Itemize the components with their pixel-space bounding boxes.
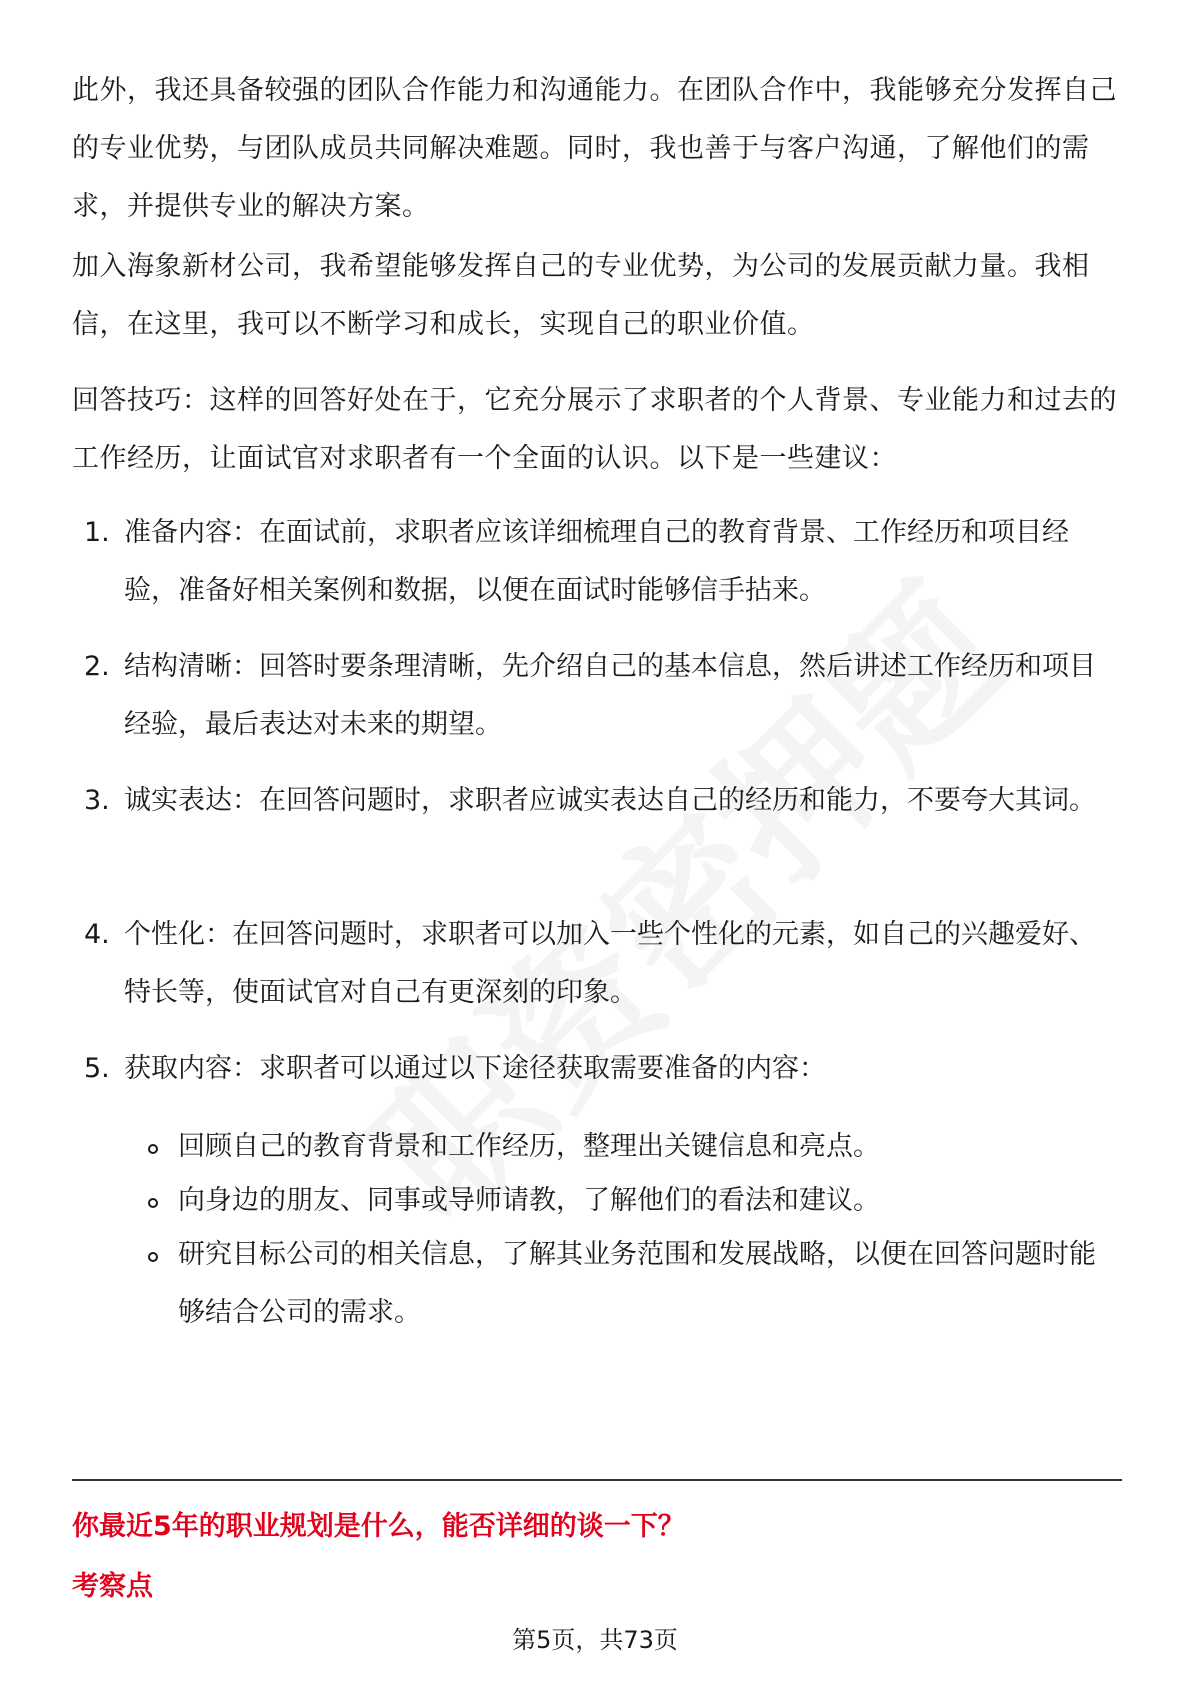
list-text: 个性化：在回答问题时，求职者可以加入一些个性化的元素，如自己的兴趣爱好、特长等，使面试官对自己有更深刻的印象。	[124, 919, 1096, 1008]
sub-list-text: 向身边的朋友、同事或导师请教，了解他们的看法和建议。	[178, 1185, 880, 1216]
paragraph-teamwork: 此外，我还具备较强的团队合作能力和沟通能力。在团队合作中，我能够充分发挥自己的专业优势，与团队成员共同解决难题。同时，我也善于与客户沟通，了解他们的需求，并提供专业的解决方案。	[72, 75, 1117, 222]
sub-list-text: 回顾自己的教育背景和工作经历，整理出关键信息和亮点。	[178, 1131, 880, 1162]
paragraph-answer-tips: 回答技巧：这样的回答好处在于，它充分展示了求职者的个人背景、专业能力和过去的工作经历，让面试官对求职者有一个全面的认识。以下是一些建议：	[72, 385, 1117, 474]
section-label: 考察点	[72, 1571, 153, 1602]
list-text: 诚实表达：在回答问题时，求职者应诚实表达自己的经历和能力，不要夸大其词。	[124, 785, 1096, 816]
sub-list-text: 研究目标公司的相关信息，了解其业务范围和发展战略，以便在回答问题时能够结合公司的需求。	[178, 1239, 1096, 1328]
page-footer: 第5页，共73页	[512, 1626, 678, 1654]
paragraph-join-company: 加入海象新材公司，我希望能够发挥自己的专业优势，为公司的发展贡献力量。我相信，在这里，我可以不断学习和成长，实现自己的职业价值。	[72, 251, 1090, 340]
list-text: 准备内容：在面试前，求职者应该详细梳理自己的教育背景、工作经历和项目经验，准备好相关案例和数据，以便在面试时能够信手拈来。	[124, 517, 1069, 606]
bullet-circle-icon	[148, 1144, 158, 1154]
list-number: 3.	[84, 785, 110, 816]
bullet-circle-icon	[148, 1252, 158, 1262]
list-text: 结构清晰：回答时要条理清晰，先介绍自己的基本信息，然后讲述工作经历和项目经验，最后表达对未来的期望。	[124, 651, 1096, 740]
list-number: 4.	[84, 919, 110, 950]
bullet-circle-icon	[148, 1198, 158, 1208]
next-question-heading: 你最近5年的职业规划是什么，能否详细的谈一下？	[72, 1511, 685, 1542]
list-number: 5.	[84, 1053, 110, 1084]
list-number: 2.	[84, 651, 110, 682]
section-divider	[72, 1479, 1122, 1481]
list-text: 获取内容：求职者可以通过以下途径获取需要准备的内容：	[124, 1053, 826, 1084]
list-number: 1.	[84, 517, 110, 548]
